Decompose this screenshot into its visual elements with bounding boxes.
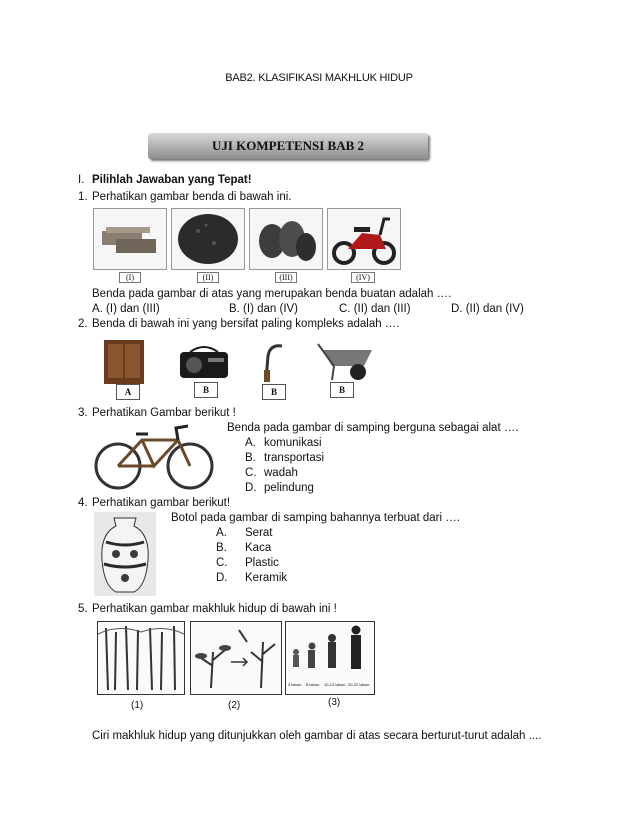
vase-image	[94, 512, 156, 596]
q2-image-panel	[90, 334, 390, 402]
q4-option-a[interactable]: Serat	[245, 527, 273, 539]
bricks-image	[93, 208, 167, 270]
motorcycle-image	[327, 208, 401, 270]
age-label-3: 10-12 tahun	[324, 682, 346, 687]
q1-stem: Benda pada gambar di atas yang merupakan benda buatan adalah ….	[92, 288, 452, 300]
q1-text: Perhatikan gambar benda di bawah ini.	[92, 191, 292, 203]
q2-text: Benda di bawah ini yang bersifat paling kompleks adalah ….	[92, 318, 400, 330]
sickle-image	[258, 340, 288, 384]
q5-stem: Ciri makhluk hidup yang ditunjukkan oleh gambar di atas secara berturut-turut adalah ....	[92, 730, 542, 742]
q5-text: Perhatikan gambar makhluk hidup di bawah ini !	[92, 603, 337, 615]
q4-option-c-letter: C.	[216, 557, 228, 569]
radio-image	[178, 344, 230, 380]
age-label-4: 20-22 tahun	[348, 682, 370, 687]
q5-caption-1: (1)	[131, 700, 144, 711]
child-growth-image	[285, 621, 375, 695]
q3-option-c-letter: C.	[245, 467, 257, 479]
q3-number: 3.	[78, 407, 88, 419]
q4-option-d-letter: D.	[216, 572, 228, 584]
q3-option-c[interactable]: wadah	[264, 467, 298, 479]
q3-option-a[interactable]: komunikasi	[264, 437, 322, 449]
q3-option-b-letter: B.	[245, 452, 256, 464]
q1-caption-2: (II)	[197, 272, 219, 283]
section-title: Pilihlah Jawaban yang Tepat!	[92, 174, 252, 186]
q4-stem: Botol pada gambar di samping bahannya terbuat dari ….	[171, 512, 460, 524]
q3-option-b[interactable]: transportasi	[264, 452, 325, 464]
q3-option-d-letter: D.	[245, 482, 257, 494]
q3-option-a-letter: A.	[245, 437, 256, 449]
forest-image	[97, 621, 185, 695]
q3-text: Perhatikan Gambar berikut !	[92, 407, 236, 419]
q1-option-b[interactable]: B. (I) dan (IV)	[229, 303, 299, 315]
q1-option-a[interactable]: A. (I) dan (III)	[92, 303, 160, 315]
wheelbarrow-image	[314, 336, 384, 384]
q5-caption-3: (3)	[328, 697, 341, 708]
section-number: I.	[78, 174, 85, 186]
q2-number: 2.	[78, 318, 88, 330]
q4-option-b-letter: B.	[216, 542, 227, 554]
mango-image	[249, 208, 323, 270]
q4-option-b[interactable]: Kaca	[245, 542, 272, 554]
q1-caption-1: (I)	[119, 272, 141, 283]
q4-number: 4.	[78, 497, 88, 509]
section-banner: UJI KOMPETENSI BAB 2	[148, 133, 428, 159]
q5-caption-2: (2)	[228, 700, 241, 711]
q3-option-d[interactable]: pelindung	[264, 482, 314, 494]
q1-option-d[interactable]: D. (II) dan (IV)	[451, 303, 524, 315]
cupboard-image	[100, 338, 148, 386]
q1-number: 1.	[78, 191, 88, 203]
q4-option-c[interactable]: Plastic	[245, 557, 279, 569]
q1-image-panel	[93, 208, 399, 286]
q2-caption-3: B	[262, 384, 286, 400]
plant-growth-image	[190, 621, 282, 695]
q4-text: Perhatikan gambar berikut!	[92, 497, 231, 509]
q2-caption-1: A	[116, 384, 140, 400]
q4-option-a-letter: A.	[216, 527, 227, 539]
q3-stem: Benda pada gambar di samping berguna sebagai alat ….	[227, 422, 519, 434]
age-label-2: 8 tahun	[306, 682, 320, 687]
q2-caption-2: B	[194, 382, 218, 398]
q1-caption-3: (III)	[275, 272, 297, 283]
pumice-stone-image	[171, 208, 245, 270]
q5-number: 5.	[78, 603, 88, 615]
bicycle-image	[92, 420, 216, 492]
page-header: BAB2. KLASIFIKASI MAKHLUK HIDUP	[225, 72, 413, 84]
q1-caption-4: (IV)	[351, 272, 375, 283]
q4-option-d[interactable]: Keramik	[245, 572, 288, 584]
q2-caption-4: B	[330, 382, 354, 398]
age-label-1: 3 tahun	[288, 682, 302, 687]
q1-option-c[interactable]: C. (II) dan (III)	[339, 303, 411, 315]
